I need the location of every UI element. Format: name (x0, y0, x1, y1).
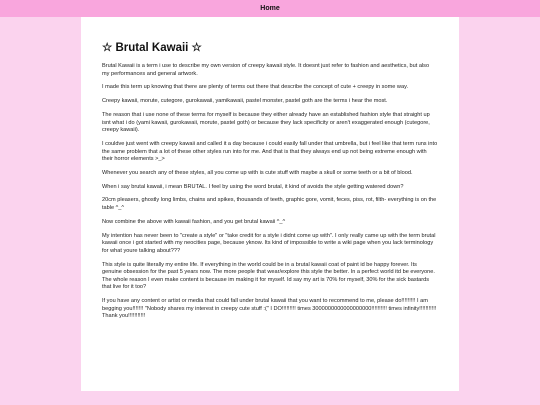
paragraph-brutal: When i say brutal kawaii, i mean BRUTAL. I feel by using the word brutal, it kind of avoids the style getting watered down? (102, 183, 404, 190)
paragraph-creepy-kawaii: I couldve just went with creepy kawaii and called it a day because i could easily fall under that umbrella, but i feel like that term runs into the same problem that a lot of these other styles run into for me. And that is that they always end up not being extreme enough with their horror elements >_> (102, 140, 438, 163)
content-panel (81, 17, 459, 391)
paragraph-intention: My intention has never been to "create a style" or "take credit for a style i didnt come up with". I only really came up with the term brutal kawaii once i got started with my neocities page, because yknow. Its kind of impossible to write a wiki page when you lack terminology for what youre talking about??? (102, 232, 436, 254)
paragraph-related-terms: Creepy kawaii, morute, cutegore, gurokawaii, yamikawaii, pastel monster, pastel goth are the terms i hear the most. (102, 98, 388, 105)
paragraph-recommend: If you have any content or artist or media that could fall under brutal kawaii that you want to recommend to me, please do!!!!!!!!! I am begging you!!!!!!! "Nobody shares my interest in creepy cute stuff :(" I DO!!!!!!!!! times 3000000000000000000!!!!!!!!!! times infinity!!!!!!!!!!! Thank you!!!!!!!!!!! (102, 298, 437, 320)
article (102, 41, 438, 327)
paragraph-intro: Brutal Kawaii is a term i use to describe my own version of creepy kawaii style. It doesnt just refer to fashion and aesthetics, but also my performances and general artwork. (102, 63, 430, 77)
top-nav-bar (0, 0, 540, 17)
paragraph-combine: Now combine the above with kawaii fashion, and you get brutal kawaii ^_^ (102, 218, 286, 225)
home-link[interactable]: Home (260, 5, 280, 12)
paragraph-life: This style is quite literally my entire life. If everything in the world could be in a brutal kawaii coat of paint id be happy forever. Its genuine obsession for the past 5 years now. The more people that wear/explore this style the better. In a perfect world itd be everyone. The whole reason I even make content is because im making it for myself. Id say my art is 70% for myself, 30% for the sick bastards that live for it too? (102, 261, 435, 291)
page-title: ☆ Brutal Kawaii ☆ (102, 42, 202, 54)
paragraph-reason: The reason that i use none of these terms for myself is because they either already have an established fashion style that straight up isnt what i do (yami kawaii, gurokawaii, morute, pastel goth) or because they lack specificity or aren't exaggerated enough (cutegore, creepy kawaii). (102, 111, 430, 134)
paragraph-elements: 20cm pleasers, ghostly long limbs, chains and spikes, thousands of teeth, graphic gore, vomit, feces, piss, rot, filth- everything is on the table ^_^ (102, 197, 437, 212)
paragraph-term-origin: I made this term up knowing that there are plenty of terms out there that describe the concept of cute + creepy in some way. (102, 84, 409, 91)
paragraph-search: Whenever you search any of these styles, all you come up with is cute stuff with maybe a skull or some teeth or a bit of blood. (102, 169, 413, 176)
